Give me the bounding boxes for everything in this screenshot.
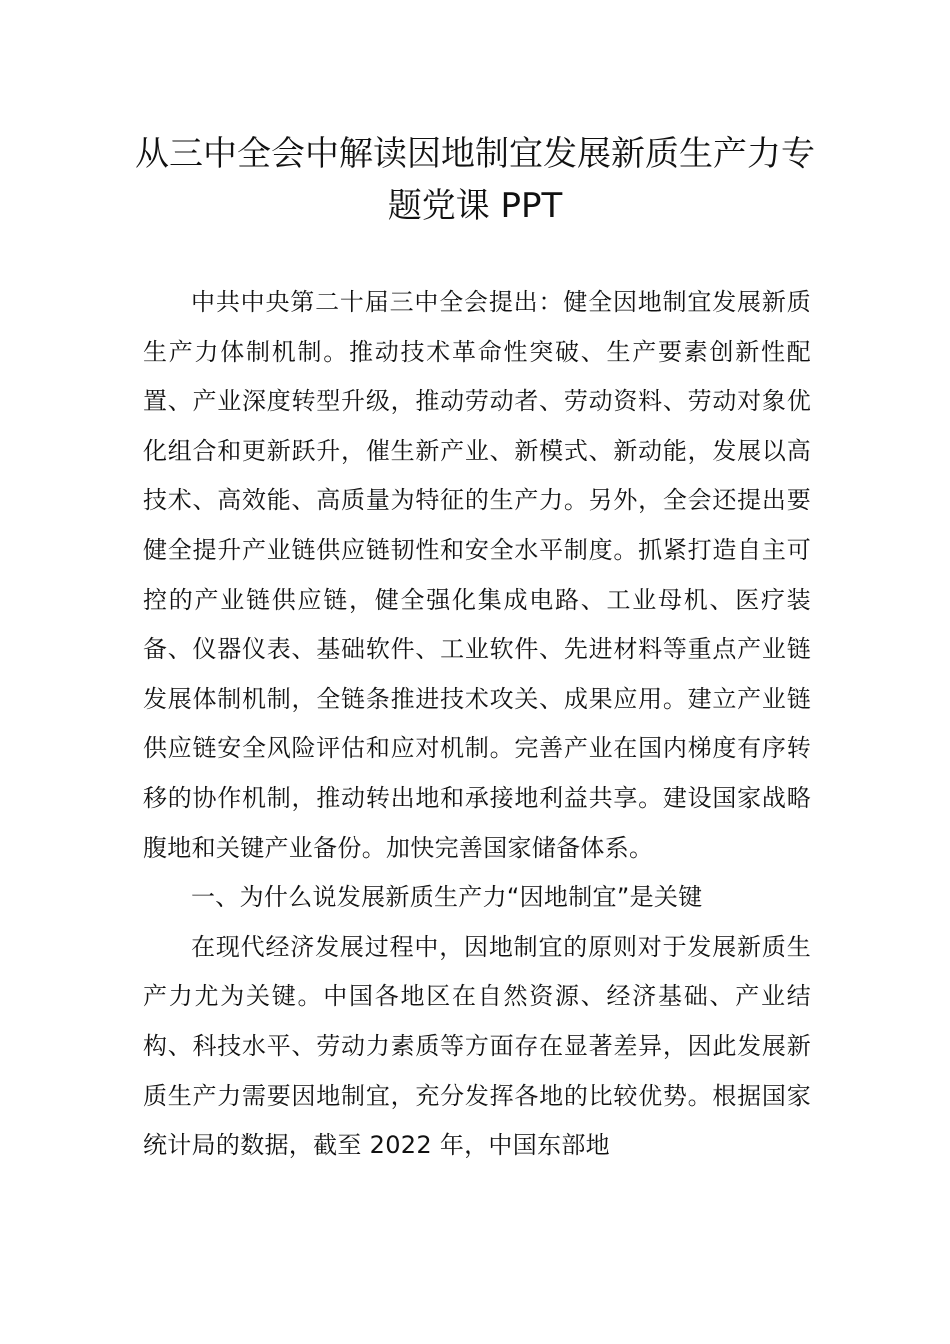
section-heading-1: 一、为什么说发展新质生产力“因地制宜”是关键 <box>191 883 703 912</box>
document-title: 从三中全会中解读因地制宜发展新质生产力专题党课 PPT <box>135 134 815 226</box>
paragraph-intro: 中共中央第二十届三中全会提出：健全因地制宜发展新质生产力体制机制。推动技术革命性突破、生产要素创新性配置、产业深度转型升级，推动劳动者、劳动资料、劳动对象优化组合和更新跃升，催生新产业、新模式、新动能，发展以高技术、高效能、高质量为特征的生产力。另外，全会还提出要健全提升产业链供应链韧性和安全水平制度。抓紧打造自主可控的产业链供应链，健全强化集成电路、工业母机、医疗装备、仪器仪表、基础软件、工业软件、先进材料等重点产业链发展体制机制，全链条推进技术攻关、成果应用。建立产业链供应链安全风险评估和应对机制。完善产业在国内梯度有序转移的协作机制，推动转出地和承接地利益共享。建设国家战略腹地和关键产业备份。加快完善国家储备体系。 <box>143 288 811 862</box>
document-body <box>143 278 811 1171</box>
paragraph-section-1: 在现代经济发展过程中，因地制宜的原则对于发展新质生产力尤为关键。中国各地区在自然资源、经济基础、产业结构、科技水平、劳动力素质等方面存在显著差异，因此发展新质生产力需要因地制宜，充分发挥各地的比较优势。根据国家统计局的数据，截至 2022 年，中国东部地 <box>143 932 811 1160</box>
